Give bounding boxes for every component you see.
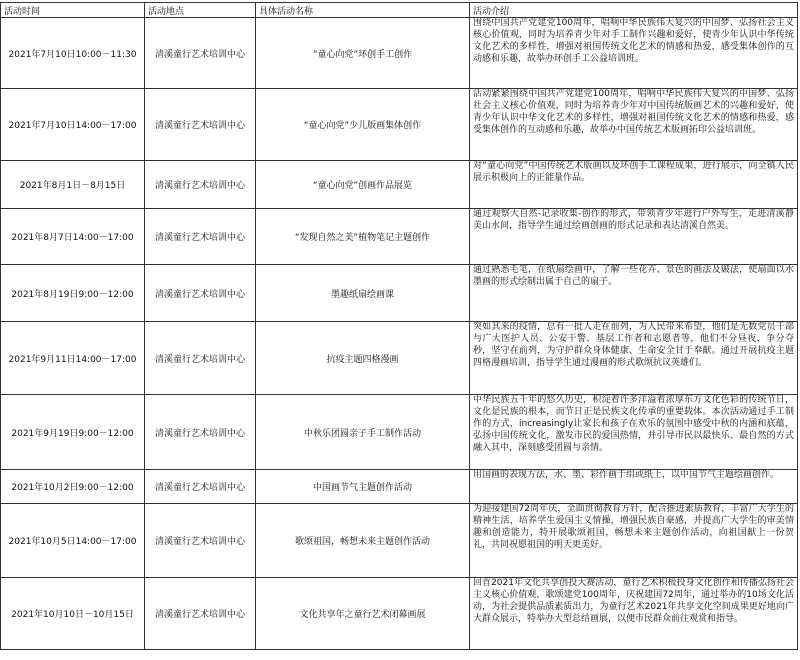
activity-time: 2021年10月10日－10月15日 [1, 578, 145, 650]
activity-venue: 清溪童行艺术培训中心 [145, 18, 256, 89]
activity-name: 歌颂祖国，畅想未来主题创作活动 [256, 504, 470, 578]
activity-time: 2021年7月10日14:00－17:00 [1, 89, 145, 161]
activity-venue: 清溪童行艺术培训中心 [145, 470, 256, 504]
activity-name: 抗疫主题四格漫画 [256, 322, 470, 395]
table-row [1, 209, 798, 265]
activity-name: 中国画节气主题创作活动 [256, 470, 470, 504]
activity-name: 墨趣纸扇绘画课 [256, 265, 470, 322]
activity-name: 中秋乐团圆亲子手工制作活动 [256, 395, 470, 470]
header-venue: 活动地点 [145, 3, 256, 18]
activity-venue: 清溪童行艺术培训中心 [145, 504, 256, 578]
table-row [1, 578, 798, 650]
activity-name: “童心向党”创画作品展览 [256, 161, 470, 209]
table-row [1, 18, 798, 89]
activity-description: 活动紧紧围绕中国共产党建党100周年，唱响中华民族伟大复兴的中国梦、弘扬社会主义核心价值观，同时为培养青少年对中国传统版画艺术的兴趣和爱好，使青少年认识中华文化艺术的多样性，增强对祖国传统文化艺术的情感和热爱，感受集体创作的互动感和乐趣，故举办中国传统艺术版画拓印公益培训班。 [470, 89, 798, 161]
activity-name: “发现自然之美”植物笔记主题创作 [256, 209, 470, 265]
activity-description: 用国画的表现方法，水、墨、彩作画于绢或纸上，以中国节气主题绘画创作。 [470, 470, 798, 504]
table-row [1, 265, 798, 322]
header-activity-name: 具体活动名称 [256, 3, 470, 18]
activity-venue: 清溪童行艺术培训中心 [145, 89, 256, 161]
activity-venue: 清溪童行艺术培训中心 [145, 161, 256, 209]
activity-description: 突如其来的疫情，总有一批人走在前列，为人民带来希望，他们是无数党员干部与广大医护人员、公安干警、基层工作者和志愿者等，他们不分昼夜、争分夺秒，坚守在前列，为守护群众身体健康、生命安全甘于奉献。通过开展抗疫主题四格漫画培训，指导学生通过漫画的形式歌颂抗议英雄们。 [470, 322, 798, 395]
activity-name: “童心向党”环创手工创作 [256, 18, 470, 89]
activity-venue: 清溪童行艺术培训中心 [145, 265, 256, 322]
activity-name: 文化共享年之童行艺术闭幕画展 [256, 578, 470, 650]
table-row [1, 504, 798, 578]
table-row [1, 322, 798, 395]
activity-schedule-table [0, 2, 798, 650]
activity-time: 2021年8月19日9:00－12:00 [1, 265, 145, 322]
activity-name: “童心向党”少儿版画集体创作 [256, 89, 470, 161]
activity-time: 2021年8月7日14:00－17:00 [1, 209, 145, 265]
activity-venue: 清溪童行艺术培训中心 [145, 209, 256, 265]
activity-time: 2021年10月5日14:00－17:00 [1, 504, 145, 578]
activity-description: 回首2021年文化共享创投大赛活动，童行艺术积极投身文化创作和传播弘扬社会主义核心价值观，歌颂建党100周年，庆祝建国72周年，通过举办的10场文化活动，为社会提供品质素质出力，为童行艺术2021年共享文化空间成果更好地向广大群众展示，特举办大型总结画展，以便市民群众前往观赏和指导。 [470, 578, 798, 650]
activity-venue: 清溪童行艺术培训中心 [145, 395, 256, 470]
table-row [1, 395, 798, 470]
header-description: 活动介绍 [470, 3, 798, 18]
table-row [1, 89, 798, 161]
table-row [1, 161, 798, 209]
activity-description: 对“童心向党”中国传统艺术版画以及环创手工课程成果，进行展示，向全镇人民展示积极向上的正能量作品。 [470, 161, 798, 209]
activity-venue: 清溪童行艺术培训中心 [145, 578, 256, 650]
activity-description: 通过熟悉毛笔，在纸扇绘画中，了解一些花卉、景色的画法及皴法，使扇面以水墨画的形式绘制出属于自己的扇子。 [470, 265, 798, 322]
activity-description: 为迎接建国72周年庆，全面贯彻教育方针，配合推进素质教育，丰富广大学生的精神生活，培养学生爱国主义情操，增强民族自豪感，并提高广大学生的审美情趣和创造能力，特开展歌颂祖国，畅想未来主题创作活动，向祖国献上一份贺礼，共同祝愿祖国的明天更美好。 [470, 504, 798, 578]
activity-description: 围绕中国共产党建党100周年，唱响中华民族伟大复兴的中国梦、弘扬社会主义核心价值观，同时为培养青少年对手工制作兴趣和爱好，使青少年认识中华传统文化艺术的多样性，增强对祖国传统文化艺术的情感和热爱，感受集体创作的互动感和乐趣，故举办环创手工公益培训班。 [470, 18, 798, 89]
activity-venue: 清溪童行艺术培训中心 [145, 322, 256, 395]
table-row [1, 470, 798, 504]
activity-time: 2021年9月19日9:00－12:00 [1, 395, 145, 470]
activity-description: 中华民族五千年的悠久历史，积淀着许多洋溢着浓厚东方文化色彩的传统节日，文化是民族的根本，而节日正是民族文化传承的重要载体。本次活动通过手工制作的方式，increasingly让家长和孩子在欢乐的氛围中感受中秋的内涵和底蕴，弘扬中国传统文化，激发市民的爱国热情，并引导市民以最快乐、最自然的方式融入其中，深刻感受团圆与亲情。 [470, 395, 798, 470]
activity-time: 2021年7月10日10:00－11:30 [1, 18, 145, 89]
activity-time: 2021年8月1日－8月15日 [1, 161, 145, 209]
header-time: 活动时间 [1, 3, 145, 18]
activity-time: 2021年9月11日14:00－17:00 [1, 322, 145, 395]
table-header-row [1, 3, 798, 18]
activity-time: 2021年10月2日9:00－12:00 [1, 470, 145, 504]
activity-description: 通过观察大自然-记录收集-创作的形式，带领青少年进行户外写生，走进清溪静美山水间，指导学生通过绘画创画的形式记录和表达清溪自然美。 [470, 209, 798, 265]
